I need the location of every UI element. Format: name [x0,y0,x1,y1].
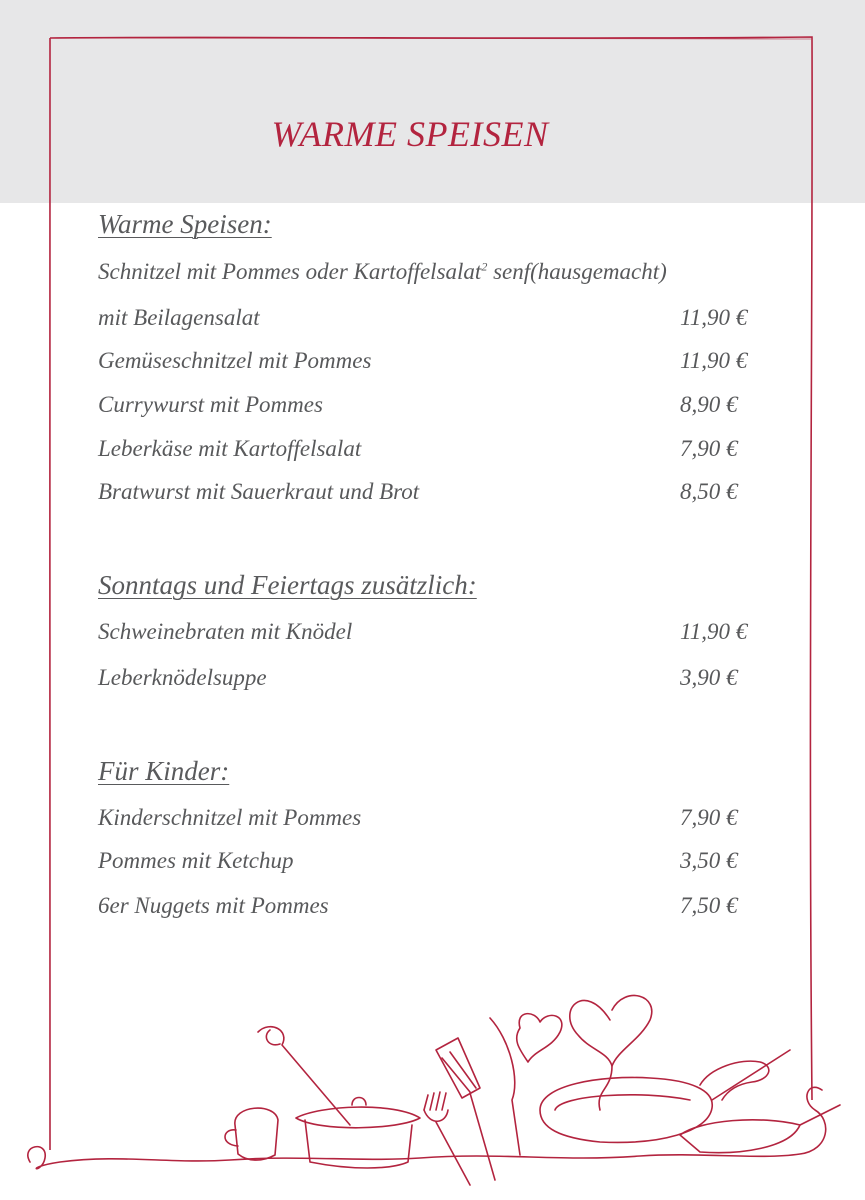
item-name: mit Beilagensalat [98,305,260,330]
menu-item [98,305,768,337]
page-title: WARME SPEISEN [271,114,549,154]
section-heading-sonntags: Sonntags und Feiertags zusätzlich: [98,570,477,600]
kitchen-utensils-line-art-icon [0,940,865,1200]
item-price: 8,50 € [680,479,738,504]
item-price: 8,90 € [680,392,738,417]
menu-item [98,805,768,837]
item-name: 6er Nuggets mit Pommes [98,893,329,918]
menu-item [98,392,768,424]
item-price: 11,90 € [680,305,748,330]
menu-item [98,619,768,651]
item-name: Gemüseschnitzel mit Pommes [98,348,372,373]
item-price: 7,90 € [680,805,738,830]
menu-item [98,665,768,697]
menu-item [98,893,768,925]
item-name: Schweinebraten mit Knödel [98,619,353,644]
menu-item [98,436,768,468]
item-name: Currywurst mit Pommes [98,392,323,417]
intro-suffix: senf(hausgemacht) [487,259,667,284]
item-name: Leberkäse mit Kartoffelsalat [98,436,362,461]
item-name: Kinderschnitzel mit Pommes [98,805,362,830]
item-name: Pommes mit Ketchup [98,848,294,873]
item-price: 3,90 € [680,665,738,690]
menu-item [98,479,768,511]
item-price: 7,50 € [680,893,738,918]
item-price: 11,90 € [680,619,748,644]
item-name: Leberknödelsuppe [98,665,267,690]
menu-item [98,348,768,380]
item-name: Bratwurst mit Sauerkraut und Brot [98,479,420,504]
item-price: 7,90 € [680,436,738,461]
item-price: 3,50 € [680,848,738,873]
intro-superscript: 2 [481,259,488,274]
section-heading-warme-speisen: Warme Speisen: [98,209,272,239]
intro-main-text: Schnitzel mit Pommes oder Kartoffelsalat [98,259,482,284]
intro-text [98,259,667,285]
menu-intro-line [98,259,768,291]
item-price: 11,90 € [680,348,748,373]
menu-item [98,848,768,880]
section-heading-fuer-kinder: Für Kinder: [98,756,230,786]
